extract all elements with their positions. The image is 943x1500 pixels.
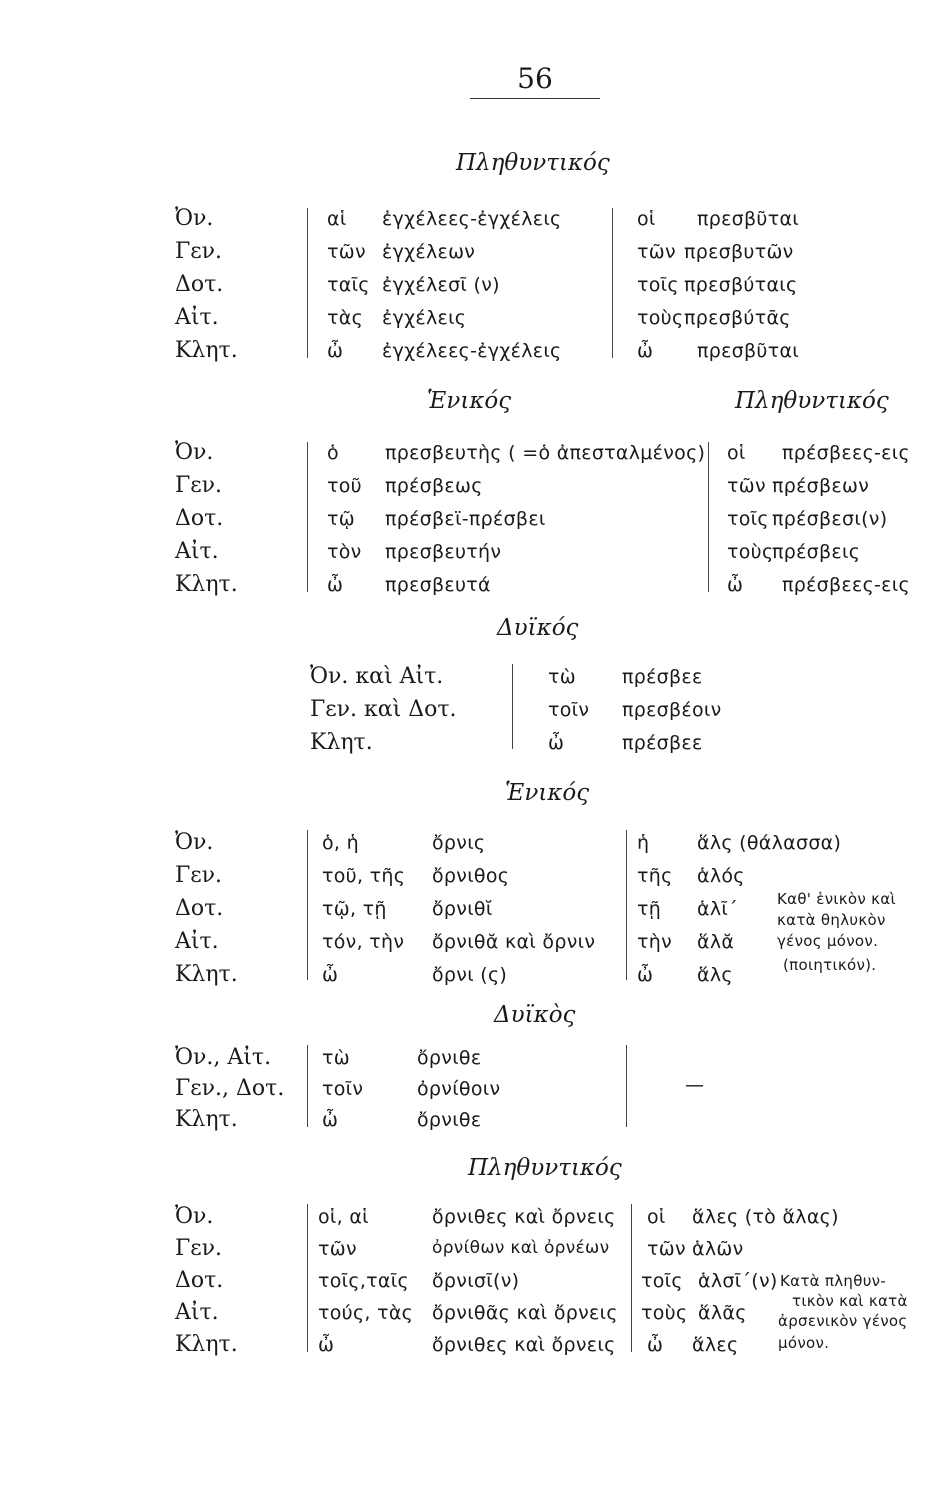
noun-form: πρεσβύτᾱς (684, 307, 791, 329)
noun-form: πρέσβεως (385, 475, 483, 497)
noun-form: ἅλᾶς (698, 1302, 747, 1324)
article: ὦ (548, 732, 565, 754)
usage-note-line: ἀρσενικὸν γένος (778, 1312, 908, 1330)
noun-form: ἅλς (697, 964, 733, 986)
case-label: Ὀν., Αἰτ. (175, 1045, 272, 1070)
noun-form: ὄρνιθος (432, 865, 510, 887)
article: ὦ (322, 1109, 339, 1131)
case-label: Ὀν. (175, 206, 214, 231)
noun-form: ἅλᾰ (697, 931, 735, 953)
usage-note-line: (ποιητικόν). (783, 956, 877, 974)
article: τοῖς (637, 274, 679, 296)
case-label: Κλητ. (175, 962, 238, 987)
article: ὦ (727, 574, 744, 596)
column-rule (626, 1045, 627, 1127)
noun-form: ἐγχέλεις (382, 307, 467, 329)
article: τοὺς (727, 541, 774, 563)
noun-form: ὄρνι (ς) (432, 964, 508, 986)
article: ὦ (327, 340, 344, 362)
noun-form: ὄρνιθες καὶ ὄρνεις (432, 1206, 616, 1228)
article: ὦ (327, 574, 344, 596)
article: τῶν (727, 475, 766, 497)
column-rule (307, 442, 308, 592)
section6-heading: Πληθυντικός (468, 1155, 622, 1181)
article: τῶν (318, 1238, 357, 1260)
article: ὦ (322, 964, 339, 986)
section2-heading-singular: Ἑνικός (427, 388, 512, 414)
noun-form: ὀρνίθοιν (417, 1078, 501, 1100)
article: τοῖς,ταῖς (318, 1270, 409, 1292)
usage-note-line: τικὸν καὶ κατὰ (792, 1292, 908, 1310)
article: ταῖς (327, 274, 370, 296)
noun-form: πρεσβευτήν (385, 541, 502, 563)
article: αἱ (327, 208, 347, 230)
article: τοῖν (548, 699, 590, 721)
usage-note-line: Κατὰ πληθυν- (780, 1272, 887, 1290)
case-label: Γεν. (175, 1236, 223, 1261)
usage-note-line: κατὰ θηλυκὸν (777, 911, 886, 929)
noun-form: πρέσβεες-εις (782, 574, 910, 596)
article: οἱ (647, 1206, 666, 1228)
article: τοὺς (641, 1302, 688, 1324)
empty-dual-dash: — (685, 1074, 705, 1096)
article: τῶν (637, 241, 676, 263)
article: τοῦ (327, 475, 362, 497)
noun-form: πρεσβύταις (684, 274, 798, 296)
article: τοῖς (727, 508, 769, 530)
case-label: Κλητ. (310, 730, 373, 755)
column-rule (307, 1045, 308, 1127)
article: ὦ (647, 1334, 664, 1356)
column-rule (708, 442, 709, 592)
article: οἱ (637, 208, 656, 230)
section4-heading: Ἑνικός (505, 780, 590, 806)
case-label: Γεν. καὶ Δοτ. (310, 697, 457, 722)
section5-heading: Δυϊκὸς (494, 1002, 576, 1028)
column-rule (626, 830, 627, 980)
article: τὼ (548, 666, 576, 688)
section3-heading: Δυϊκός (497, 615, 579, 641)
article: τῆς (637, 865, 673, 887)
noun-form: πρεσβέοιν (622, 699, 722, 721)
noun-form: ὄρνιθες καὶ ὄρνεις (432, 1334, 616, 1356)
column-rule (631, 1204, 632, 1352)
column-rule (512, 664, 513, 749)
noun-form: ἅλς (θάλασσα) (697, 832, 842, 854)
noun-form: ἐγχέλεων (382, 241, 476, 263)
article: ὁ, ἡ (322, 832, 359, 854)
case-label: Κλητ. (175, 338, 238, 363)
noun-form: πρέσβεε (622, 732, 703, 754)
article: ἡ (637, 832, 650, 854)
case-label: Αἰτ. (175, 539, 219, 564)
case-label: Ὀν. καὶ Αἰτ. (310, 664, 444, 689)
case-label: Γεν., Δοτ. (175, 1076, 285, 1101)
article: τοῦ, τῆς (322, 865, 406, 887)
noun-form: ἐγχέλεες-ἐγχέλεις (382, 208, 562, 230)
section1-heading: Πληθυντικός (456, 150, 610, 176)
article: τόν, τὴν (322, 931, 405, 953)
noun-form: πρεσβῦται (697, 208, 800, 230)
page-number: 56 (517, 62, 553, 95)
article: ὦ (637, 964, 654, 986)
noun-form: πρεσβυτῶν (684, 241, 794, 263)
noun-form: ἐγχέλεες-ἐγχέλεις (382, 340, 562, 362)
case-label: Ὀν. (175, 1204, 214, 1229)
noun-form: ὄρνιθᾶς καὶ ὄρνεις (432, 1302, 618, 1324)
noun-form: πρεσβευτὴς ( =ὁ ἀπεσταλμένος) (385, 442, 706, 464)
case-label: Αἰτ. (175, 1300, 219, 1325)
noun-form: ὄρνιθε (417, 1109, 482, 1131)
noun-form: ὄρνις (432, 832, 486, 854)
case-label: Κλητ. (175, 572, 238, 597)
case-label: Δοτ. (175, 1268, 224, 1293)
page-number-rule (470, 98, 600, 99)
article: τὼ (322, 1047, 350, 1069)
article: τὴν (637, 931, 672, 953)
article: τῇ (637, 898, 662, 920)
case-label: Γεν. (175, 863, 223, 888)
case-label: Αἰτ. (175, 929, 219, 954)
case-label: Ὀν. (175, 830, 214, 855)
article: τοῖς (641, 1270, 683, 1292)
article: τῶν (327, 241, 366, 263)
article: ὁ (327, 442, 339, 464)
case-label: Γεν. (175, 473, 223, 498)
noun-form: πρεσβῦται (697, 340, 800, 362)
article: ὦ (318, 1334, 335, 1356)
column-rule (612, 208, 613, 358)
article: τοὺς (637, 307, 684, 329)
usage-note-line: μόνον. (778, 1334, 830, 1352)
case-label: Κλητ. (175, 1332, 238, 1357)
column-rule (307, 1204, 308, 1352)
noun-form: ἅλες (692, 1334, 739, 1356)
article: οἱ, αἱ (318, 1206, 369, 1228)
article: τοῖν (322, 1078, 364, 1100)
noun-form: ὀρνίθων καὶ ὀρνέων (432, 1238, 610, 1258)
case-label: Δοτ. (175, 272, 224, 297)
usage-note-line: Καθ' ἑνικὸν καὶ (777, 890, 896, 908)
noun-form: ἅλες (τὸ ἅλας) (692, 1206, 839, 1228)
section2-heading-plural: Πληθυντικός (735, 388, 889, 414)
article: τῶν (647, 1238, 686, 1260)
noun-form: ὄρνιθῐ (432, 898, 493, 920)
article: οἱ (727, 442, 746, 464)
case-label: Ὀν. (175, 440, 214, 465)
case-label: Δοτ. (175, 896, 224, 921)
noun-form: ἁλσῖ΄(ν) (698, 1270, 778, 1292)
noun-form: ὄρνισῖ(ν) (432, 1270, 520, 1292)
noun-form: πρέσβεων (772, 475, 870, 497)
noun-form: πρέσβεϊ-πρέσβει (385, 508, 546, 530)
column-rule (307, 208, 308, 358)
case-label: Κλητ. (175, 1107, 238, 1132)
noun-form: ἁλός (697, 865, 745, 887)
article: τὸν (327, 541, 362, 563)
article: τὰς (327, 307, 364, 329)
noun-form: ὄρνιθᾰ καὶ ὄρνιν (432, 931, 596, 953)
noun-form: ἁλῶν (692, 1238, 744, 1260)
article: ὦ (637, 340, 654, 362)
noun-form: ἐγχέλεσῖ (ν) (382, 274, 500, 296)
noun-form: πρέσβεις (772, 541, 861, 563)
noun-form: πρέσβεε (622, 666, 703, 688)
noun-form: πρέσβεσι(ν) (772, 508, 888, 530)
case-label: Γεν. (175, 239, 223, 264)
noun-form: πρεσβευτά (385, 574, 491, 596)
noun-form: ἁλῖ΄ (697, 898, 738, 920)
usage-note-line: γένος μόνον. (777, 932, 879, 950)
article: τούς, τὰς (318, 1302, 414, 1324)
noun-form: πρέσβεες-εις (782, 442, 910, 464)
noun-form: ὄρνιθε (417, 1047, 482, 1069)
article: τῷ (327, 508, 355, 530)
article: τῷ, τῇ (322, 898, 387, 920)
case-label: Δοτ. (175, 506, 224, 531)
case-label: Αἰτ. (175, 305, 219, 330)
column-rule (307, 830, 308, 980)
